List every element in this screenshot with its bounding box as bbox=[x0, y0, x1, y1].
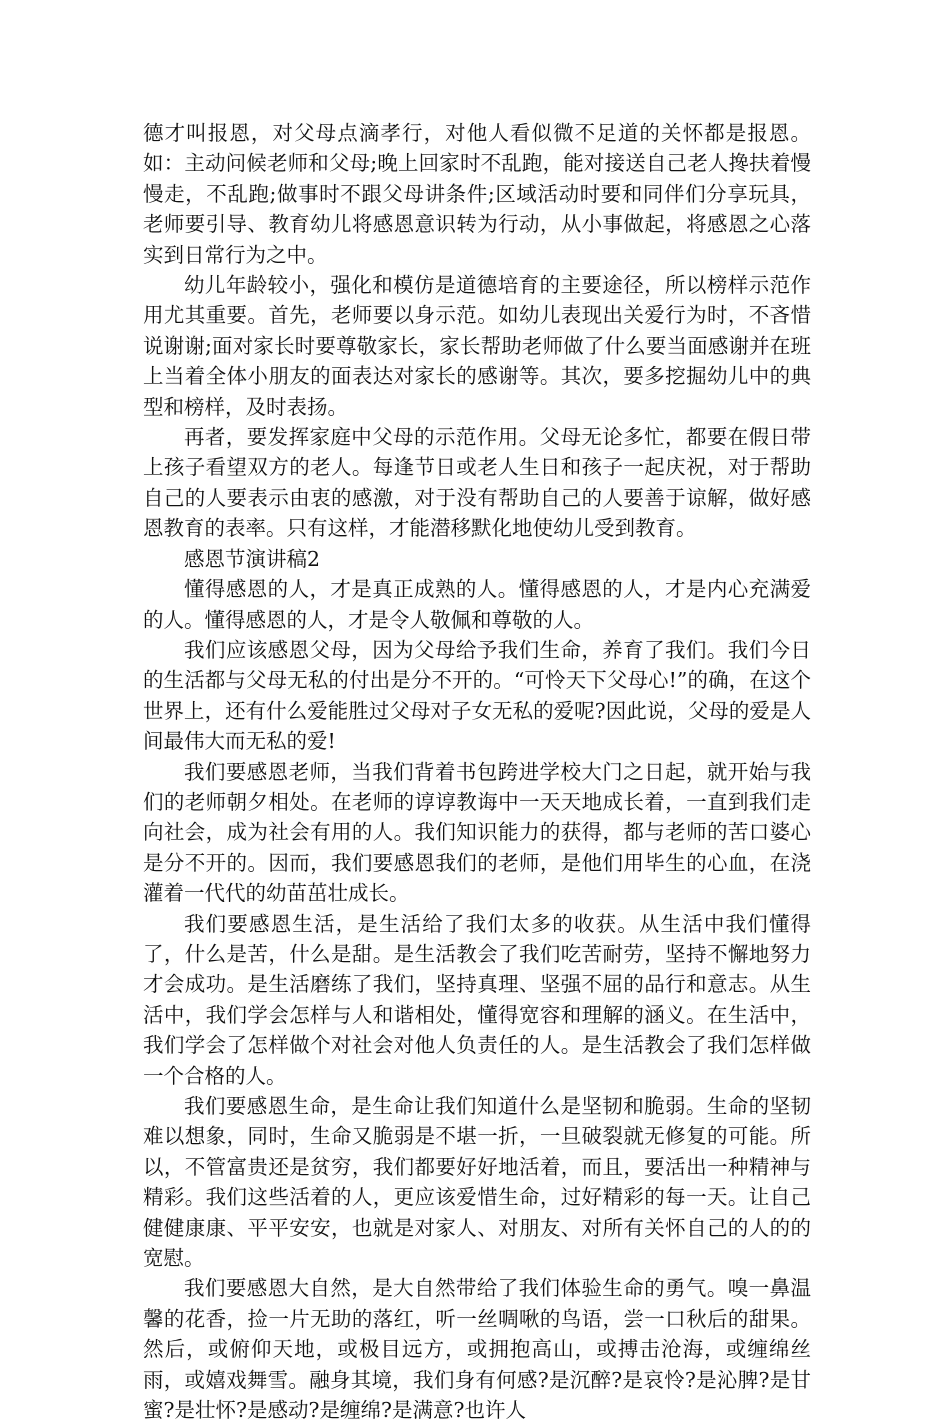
paragraph-vitality: 我们要感恩生命，是生命让我们知道什么是坚韧和脆弱。生命的坚韧难以想象，同时，生命又脆弱是不堪一折，一旦破裂就无修复的可能。所以，不管富贵还是贫穷，我们都要好好地活着，而且，要活出一种精神与精彩。我们这些活着的人，更应该爱惜生命，过好精彩的每一天。让自己健健康康、平平安安，也就是对家人、对朋友、对所有关怀自己的人的的宽慰。 bbox=[143, 1094, 811, 1271]
paragraph-teachers: 我们要感恩老师，当我们背着书包跨进学校大门之日起，就开始与我们的老师朝夕相处。在老师的谆谆教诲中一天天地成长着，一直到我们走向社会，成为社会有用的人。我们知识能力的获得，都与老师的苦口婆心是分不开的。因而，我们要感恩我们的老师，是他们用毕生的心血，在浇灌着一代代的幼苗茁壮成长。 bbox=[143, 759, 811, 906]
paragraph-role-model: 幼儿年龄较小，强化和模仿是道德培育的主要途径，所以榜样示范作用尤其重要。首先，老师要以身示范。如幼儿表现出关爱行为时，不吝惜说谢谢;面对家长时要尊敬家长，家长帮助老师做了什么要当面感谢并在班上当着全体小朋友的面表达对家长的感谢等。其次，要多挖掘幼儿中的典型和榜样，及时表扬。 bbox=[143, 273, 811, 419]
section-heading: 感恩节演讲稿2 bbox=[184, 546, 321, 571]
paragraph-nature: 我们要感恩大自然，是大自然带给了我们体验生命的勇气。嗅一鼻温馨的花香，捡一片无助的落红，听一丝啁啾的鸟语，尝一口秋后的甜果。然后，或俯仰天地，或极目远方，或拥抱高山，或搏击沧海，或缠绵丝雨，或嬉戏舞雪。融身其境，我们身有何感?是沉醉?是哀怜?是沁脾?是甘蜜?是壮怀?是感动?是缠绵?是满意?也许人 bbox=[143, 1276, 811, 1423]
paragraph-family-example: 再者，要发挥家庭中父母的示范作用。父母无论多忙，都要在假日带上孩子看望双方的老人。每逢节日或老人生日和孩子一起庆祝，对于帮助自己的人要表示由衷的感激，对于没有帮助自己的人要善于谅解，做好感恩教育的表率。只有这样，才能潜移默化地使幼儿受到教育。 bbox=[143, 425, 811, 541]
paragraph-parents: 我们应该感恩父母，因为父母给予我们生命，养育了我们。我们今日的生活都与父母无私的付出是分不开的。“可怜天下父母心!”的确，在这个世界上，还有什么爱能胜过父母对子女无私的爱呢?因此说，父母的爱是人间最伟大而无私的爱! bbox=[143, 637, 811, 754]
paragraph-continued: 德才叫报恩，对父母点滴孝行，对他人看似微不足道的关怀都是报恩。如：主动问候老师和父母;晚上回家时不乱跑，能对接送自己老人搀扶着慢慢走，不乱跑;做事时不跟父母讲条件;区域活动时要和同伴们分享玩具，老师要引导、教育幼儿将感恩意识转为行动，从小事做起，将感恩之心落实到日常行为之中。 bbox=[143, 121, 811, 267]
document-body bbox=[143, 118, 811, 1425]
paragraph-intro: 懂得感恩的人，才是真正成熟的人。懂得感恩的人，才是内心充满爱的人。懂得感恩的人，才是令人敬佩和尊敬的人。 bbox=[143, 577, 811, 632]
paragraph-life: 我们要感恩生活，是生活给了我们太多的收获。从生活中我们懂得了，什么是苦，什么是甜。是生活教会了我们吃苦耐劳，坚持不懈地努力才会成功。是生活磨练了我们，坚持真理、坚强不屈的品行和意志。从生活中，我们学会怎样与人和谐相处，懂得宽容和理解的涵义。在生活中，我们学会了怎样做个对社会对他人负责任的人。是生活教会了我们怎样做一个合格的人。 bbox=[143, 911, 811, 1088]
